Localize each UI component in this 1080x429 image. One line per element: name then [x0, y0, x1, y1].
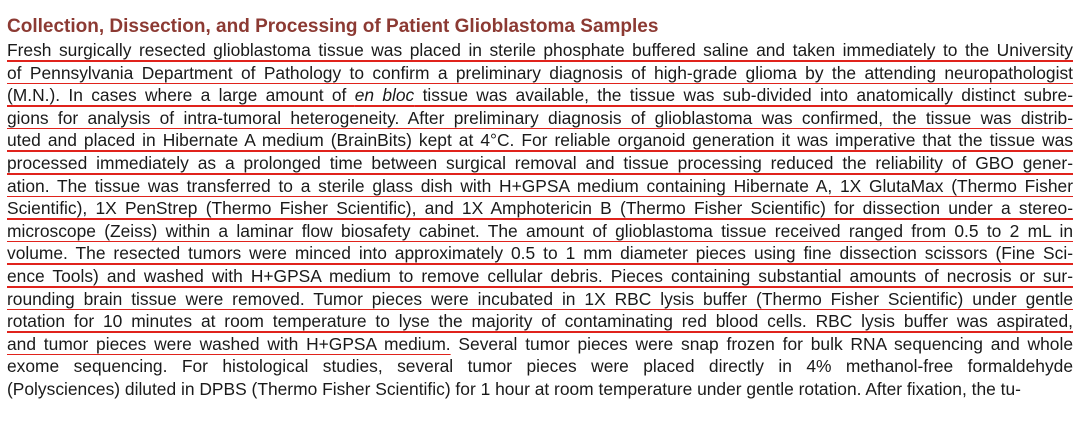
highlighted-text: ation. The tissue was transferred to a sterile glass dish with H+GPSA medium containing Hibernate A, 1X GlutaMax (Thermo Fisher: [7, 175, 1073, 196]
text-line: [7, 220, 1073, 243]
body-text: exome sequencing. For histological studies, several tumor pieces were placed directly in 4% methanol-free formaldehyde: [7, 356, 1073, 377]
highlighted-text: microscope (Zeiss) within a laminar flow biosafety cabinet. The amount of glioblastoma tissue received ranged from 0.5 to 2 mL in: [7, 220, 1073, 241]
text-line: [7, 333, 1073, 356]
text-line: [7, 107, 1073, 130]
text-line: [7, 242, 1073, 265]
highlighted-text: uted and placed in Hibernate A medium (BrainBits) kept at 4°C. For reliable organoid generation it was imperative that the tissue was: [7, 130, 1073, 151]
article-page: [7, 16, 1073, 401]
highlighted-text: rotation for 10 minutes at room temperature to lyse the majority of contaminating red blood cells. RBC lysis buffer was aspirated,: [7, 311, 1073, 332]
text-line: [7, 175, 1073, 198]
text-line: [7, 378, 1073, 401]
highlighted-text: tissue was available, the tissue was sub-divided into anatomically distinct subre-: [414, 85, 1073, 106]
highlighted-text: ence Tools) and washed with H+GPSA medium to remove cellular debris. Pieces containing substantial amounts of necrosis or sur-: [7, 265, 1073, 286]
highlighted-text: volume. The resected tumors were minced into approximately 0.5 to 1 mm diameter pieces using fine dissection scissors (Fine Sci-: [7, 243, 1073, 264]
text-line: [7, 265, 1073, 288]
text-line: [7, 355, 1073, 378]
section-heading: Collection, Dissection, and Processing of Patient Glioblastoma Samples: [7, 16, 659, 37]
highlighted-text: gions for analysis of intra-tumoral heterogeneity. After preliminary diagnosis of glioblastoma was confirmed, the tissue was distrib-: [7, 107, 1073, 128]
text-line: [7, 288, 1073, 311]
highlighted-text: of Pennsylvania Department of Pathology to confirm a preliminary diagnosis of high-grade glioma by the attending neuropathologist: [7, 62, 1073, 83]
body-text: Several tumor pieces were snap frozen for bulk RNA sequencing and whole: [450, 333, 1073, 354]
highlighted-text: en bloc: [354, 85, 415, 106]
text-line: [7, 152, 1073, 175]
text-line: [7, 197, 1073, 220]
text-line: [7, 84, 1073, 107]
highlighted-text: Scientific), 1X PenStrep (Thermo Fisher Scientific), and 1X Amphotericin B (Thermo Fisher Scientific) for dissection under a stereo-: [7, 198, 1073, 219]
highlighted-text: and tumor pieces were washed with H+GPSA medium.: [7, 333, 451, 354]
text-line: [7, 129, 1073, 152]
highlighted-text: rounding brain tissue were removed. Tumor pieces were incubated in 1X RBC lysis buffer (Thermo Fisher Scientific) under gentle: [7, 288, 1073, 309]
text-line: [7, 62, 1073, 85]
highlighted-text: (M.N.). In cases where a large amount of: [7, 85, 355, 106]
text-line: [7, 310, 1073, 333]
highlighted-text: Fresh surgically resected glioblastoma tissue was placed in sterile phosphate buffered saline and taken immediately to the University: [7, 40, 1073, 60]
text-line: [7, 39, 1073, 62]
body-text: (Polysciences) diluted in DPBS (Thermo Fisher Scientific) for 1 hour at room temperature under gentle rotation. After fixation, the tu-: [7, 378, 1021, 399]
methods-paragraph: [7, 39, 1073, 401]
highlighted-text: processed immediately as a prolonged time between surgical removal and tissue processing reduced the reliability of GBO gener-: [7, 152, 1073, 173]
